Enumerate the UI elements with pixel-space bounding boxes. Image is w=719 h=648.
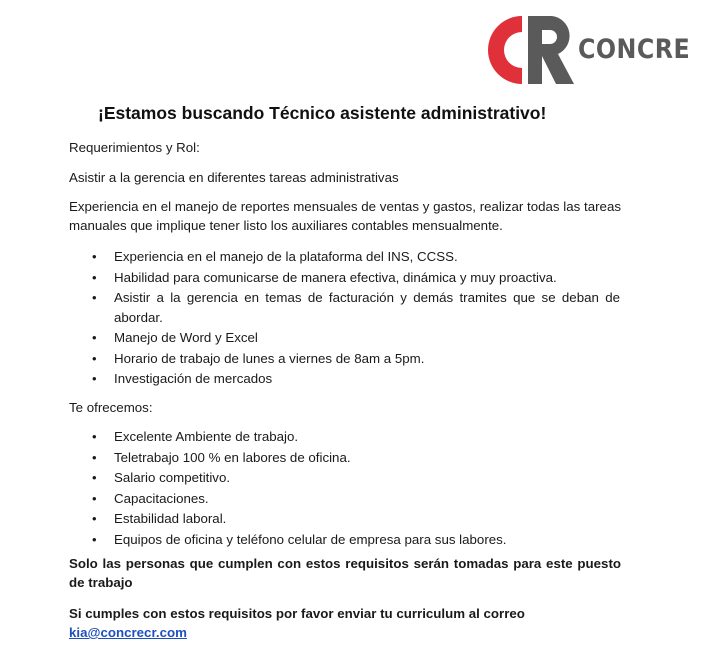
- list-item: • Estabilidad laboral.: [92, 509, 620, 529]
- closing-cta: [69, 604, 621, 642]
- list-item: • Salario competitivo.: [92, 468, 620, 488]
- list-item: • Habilidad para comunicarse de manera efectiva, dinámica y muy proactiva.: [92, 268, 620, 288]
- requirements-label: Requerimientos y Rol:: [69, 140, 200, 155]
- logo-wordmark: CONCRE: [578, 34, 691, 65]
- list-item: • Asistir a la gerencia en temas de facturación y demás tramites que se deban de abordar.: [92, 288, 620, 327]
- list-item: • Manejo de Word y Excel: [92, 328, 620, 348]
- list-item: • Horario de trabajo de lunes a viernes de 8am a 5pm.: [92, 349, 620, 369]
- offers-list: [92, 427, 620, 550]
- closing-note: Solo las personas que cumplen con estos requisitos serán tomadas para este puesto de trabajo: [69, 556, 621, 590]
- list-item: • Teletrabajo 100 % en labores de oficina.: [92, 448, 620, 468]
- page-title: ¡Estamos buscando Técnico asistente administrativo!: [98, 103, 547, 123]
- logo-c-shape: [488, 16, 522, 84]
- requirements-list: [92, 247, 620, 390]
- intro-line-2: Experiencia en el manejo de reportes mensuales de ventas y gastos, realizar todas las tareas manuales que implique tener listo los auxiliares contables mensualmente.: [69, 199, 621, 233]
- list-item: • Experiencia en el manejo de la plataforma del INS, CCSS.: [92, 247, 620, 267]
- offers-label: Te ofrecemos:: [69, 400, 153, 415]
- list-item: • Investigación de mercados: [92, 369, 620, 389]
- list-item: • Equipos de oficina y teléfono celular de empresa para sus labores.: [92, 530, 620, 550]
- list-item: • Excelente Ambiente de trabajo.: [92, 427, 620, 447]
- email-link[interactable]: kia@concrecr.com: [69, 625, 187, 640]
- cta-text: Si cumples con estos requisitos por favor enviar tu curriculum al correo: [69, 606, 525, 621]
- intro-line-1: Asistir a la gerencia en diferentes tareas administrativas: [69, 170, 399, 185]
- logo-r-shape: [528, 16, 574, 84]
- list-item: • Capacitaciones.: [92, 489, 620, 509]
